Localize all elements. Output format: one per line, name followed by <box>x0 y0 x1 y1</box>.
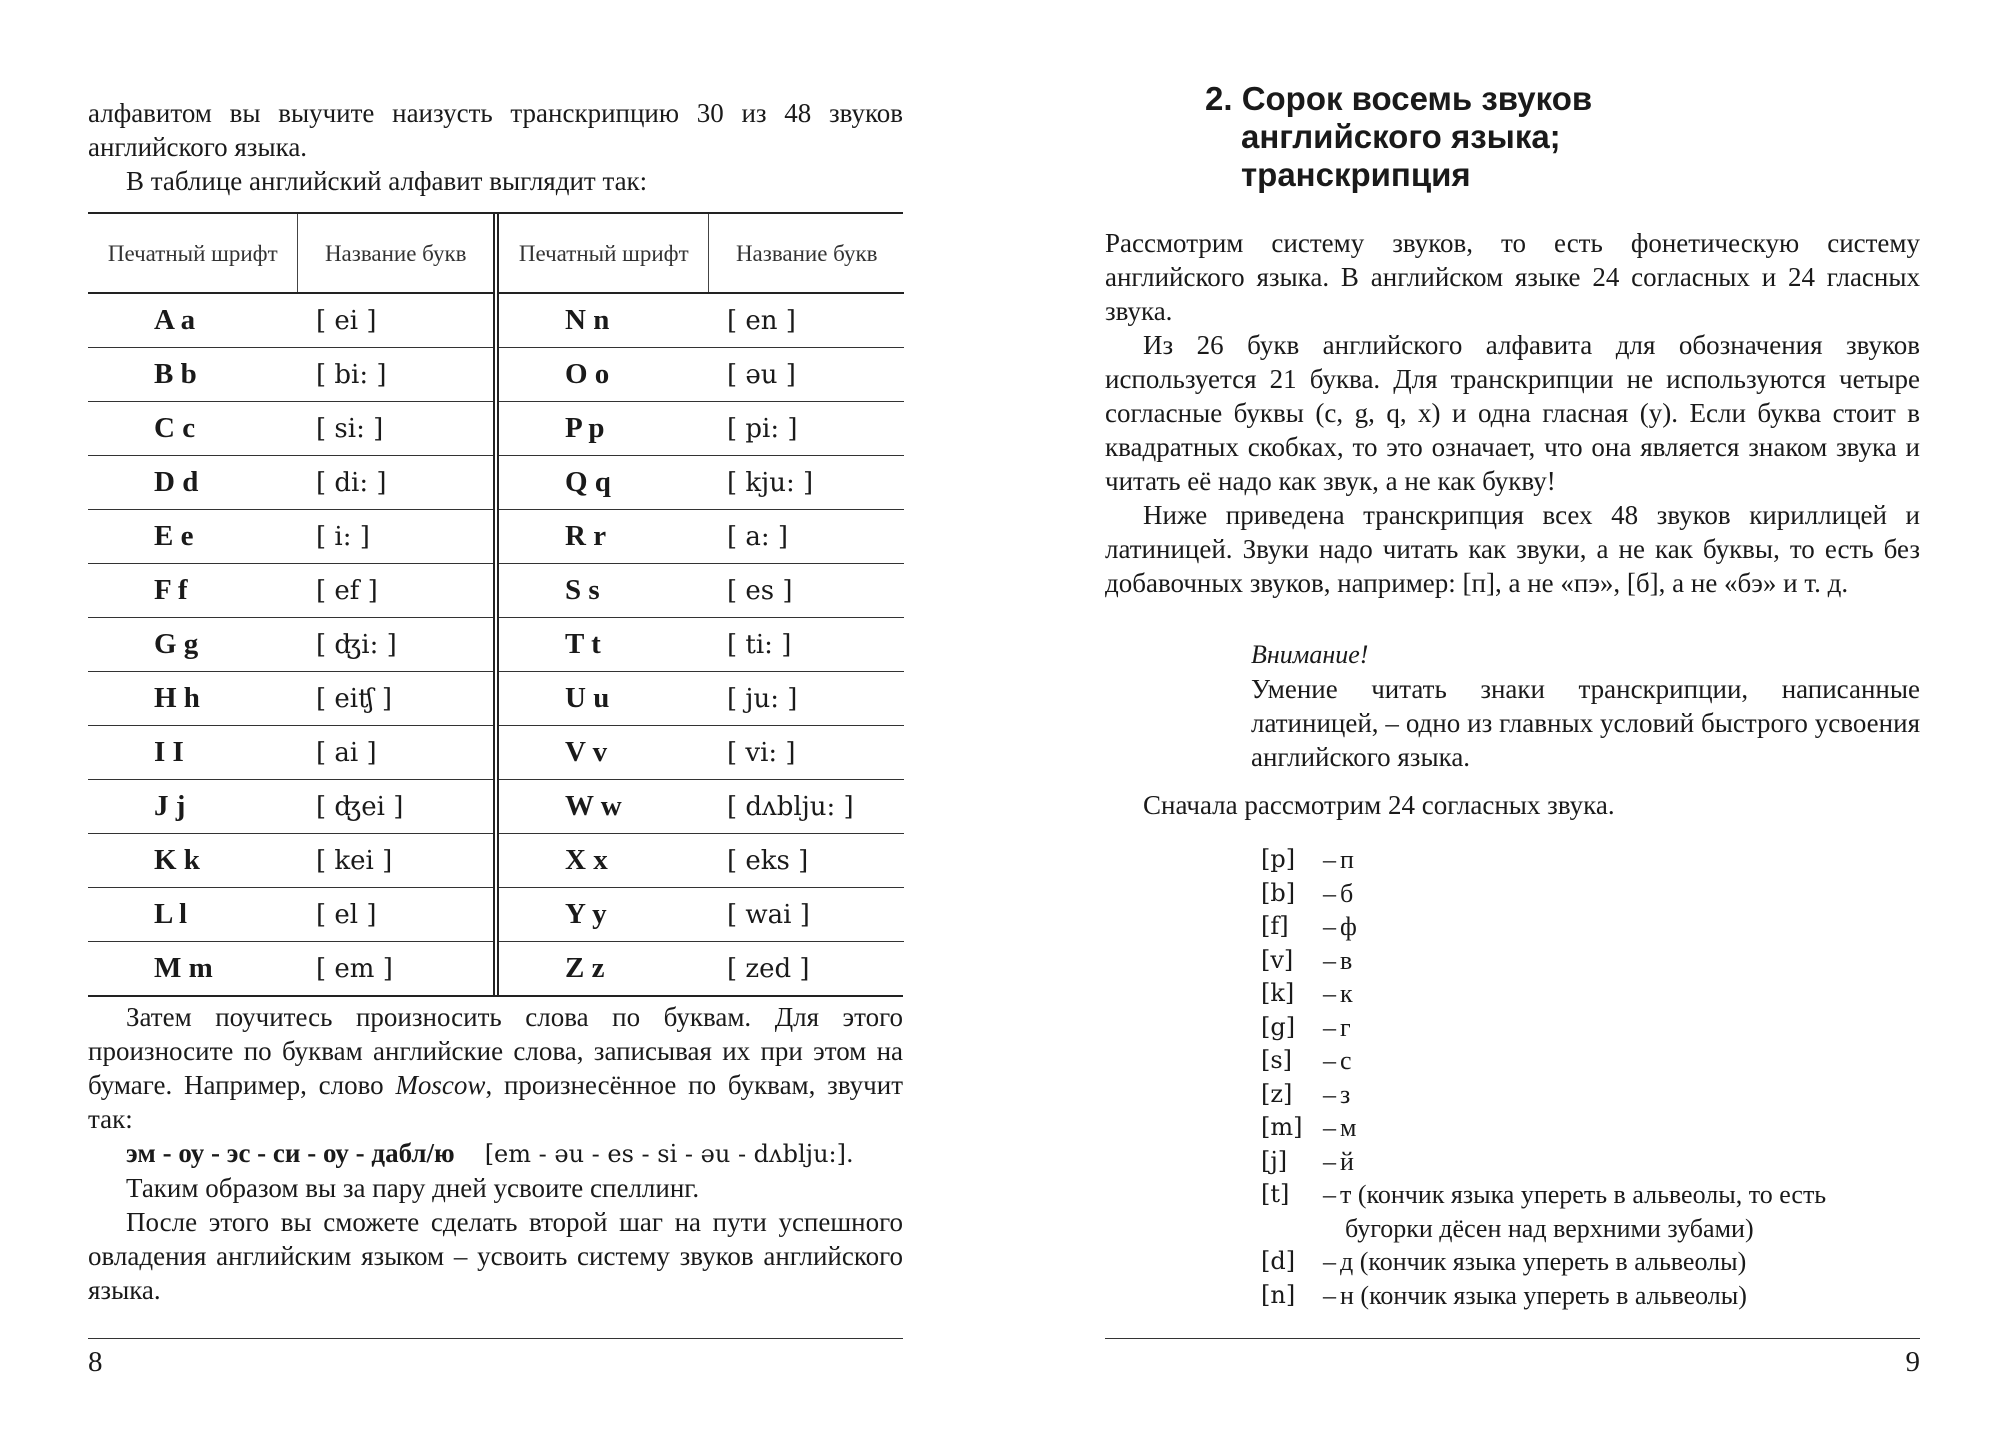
letters-paragraph: Из 26 букв английского алфавита для обозначения звуков используется 21 буква. Для транскрипции не используются четыре согласные буквы (c, g, q, x) и одна гласная (y). Если буква стоит в квадратных скобках, то это означает, что она является знаком звука и читать её надо как звук, а не как букву! <box>1105 330 1920 496</box>
alphabet-table-right-half <box>493 214 904 995</box>
letter-name-cell: [ en ] <box>727 305 796 336</box>
header-printed: Печатный шрифт <box>499 214 709 292</box>
spelling-text-a: Затем поучитесь произносить слова по буквам. Для этого произносите по буквам английские слова, записывая их при этом на бумаге. Например, слово <box>88 1002 903 1100</box>
letter-cell: G g <box>154 628 199 660</box>
table-row <box>499 294 904 347</box>
sound-symbol: [v] <box>1261 945 1294 974</box>
spelling-example <box>88 1136 903 1171</box>
letter-cell: M m <box>154 952 213 984</box>
sound-description-text: б <box>1340 878 1354 908</box>
table-row <box>499 887 904 941</box>
right-intro-text <box>1105 226 1920 600</box>
letter-name-cell: [ kju: ] <box>727 467 814 498</box>
letter-name-cell: [ eks ] <box>727 845 809 876</box>
after-table-text <box>88 1000 903 1307</box>
sound-row <box>1261 910 1921 944</box>
spelling-transcription: [em - əu - es - si - əu - dʌblju:]. <box>484 1140 854 1168</box>
letter-name-cell: [ ju: ] <box>727 683 798 714</box>
sound-description-text: д (кончик языка уперeть в альвеолы) <box>1340 1247 1747 1276</box>
sound-symbol: [k] <box>1261 979 1295 1007</box>
letter-cell: Y y <box>565 898 607 930</box>
letter-name-cell: [ pi: ] <box>727 413 798 444</box>
letter-name-cell: [ vi: ] <box>727 737 796 768</box>
section-heading <box>1205 80 1905 194</box>
sound-row <box>1261 1111 1921 1145</box>
letter-name-cell: [ ʤi: ] <box>316 629 397 660</box>
letter-name-cell: [ ef ] <box>316 575 378 606</box>
sound-description-text: п <box>1340 845 1354 874</box>
letter-cell: I I <box>154 736 184 768</box>
sound-symbol: [m] <box>1261 1113 1303 1141</box>
table-row <box>499 509 904 563</box>
heading-line-1: 2. Сорок восемь звуков <box>1205 80 1593 117</box>
spelling-paragraph <box>88 1000 903 1136</box>
sound-description: – м <box>1323 1113 1357 1142</box>
sound-description: – п <box>1323 845 1354 874</box>
sound-row <box>1261 1279 1921 1313</box>
letter-cell: X x <box>565 844 608 876</box>
letter-name-cell: [ dʌblju: ] <box>727 791 854 822</box>
sound-system-paragraph: Рассмотрим систему звуков, то есть фонетическую систему английского языка. В английском языке 24 согласных и 24 гласных звука. <box>1105 228 1920 326</box>
letter-name-cell: [ zed ] <box>727 953 810 984</box>
table-row <box>88 941 493 995</box>
attention-title: Внимание! <box>1251 640 1369 669</box>
spelling-text-b: , произнесённое по буквам, звучит так: <box>88 1070 904 1134</box>
consonant-list <box>1261 843 1921 1312</box>
letter-cell: H h <box>154 682 200 714</box>
letter-cell: C c <box>154 412 196 444</box>
left-page <box>88 0 903 1434</box>
table-row <box>499 401 904 455</box>
letter-cell: O o <box>565 358 610 390</box>
header-name: Название букв <box>324 240 467 266</box>
consonants-intro: Сначала рассмотрим 24 согласных звука. <box>1143 790 1615 820</box>
sound-description-text: ф <box>1340 912 1357 941</box>
table-row <box>88 617 493 671</box>
letter-name-cell: [ ai ] <box>316 737 377 768</box>
sound-description-continuation: бугорки дёсен над верхними зубами) <box>1345 1213 1754 1243</box>
sound-symbol: [t] <box>1261 1180 1290 1208</box>
header-name: Название букв <box>735 240 878 266</box>
sound-row <box>1261 1145 1921 1179</box>
next-step-paragraph: После этого вы сможете сделать второй шаг на пути успешного овладения английским языком – усвоить систему звуков английского языка. <box>88 1207 903 1305</box>
table-row <box>88 455 493 509</box>
sound-row <box>1261 843 1921 877</box>
footer-rule <box>1105 1338 1920 1339</box>
alphabet-table-left-half <box>88 214 493 995</box>
letter-cell: K k <box>154 844 200 876</box>
sound-description: – ф <box>1323 912 1357 941</box>
sound-symbol: [j] <box>1261 1146 1288 1175</box>
letter-cell: J j <box>154 790 186 822</box>
table-row <box>88 294 493 347</box>
table-row <box>499 347 904 401</box>
letter-name-cell: [ bi: ] <box>316 359 387 390</box>
table-row <box>499 455 904 509</box>
sound-description: – й <box>1323 1146 1354 1176</box>
sound-row <box>1261 1011 1921 1045</box>
right-page <box>1105 0 1920 1434</box>
table-header-row <box>88 214 493 294</box>
sound-description: – т (кончик языка уперeть в альвеолы, то есть бугорки дёсен над верхними зубами) <box>1323 1178 1921 1245</box>
letter-cell: R r <box>565 520 607 552</box>
sound-description-text: г <box>1340 1012 1351 1042</box>
letter-name-cell: [ əu ] <box>727 359 796 390</box>
table-row <box>499 671 904 725</box>
sound-description-text: й <box>1340 1146 1354 1176</box>
table-row <box>499 779 904 833</box>
sound-description-text: с <box>1340 1046 1352 1075</box>
sound-symbol: [f] <box>1261 912 1289 940</box>
table-row <box>499 563 904 617</box>
sound-description: – н (кончик языка уперeть в альвеолы) <box>1323 1280 1747 1310</box>
table-row <box>88 671 493 725</box>
table-row <box>88 509 493 563</box>
letter-cell: L l <box>154 898 188 930</box>
table-row <box>499 725 904 779</box>
sound-row <box>1261 1044 1921 1078</box>
sound-description: – г <box>1323 1012 1351 1042</box>
letter-cell: E e <box>154 520 194 552</box>
letter-cell: Q q <box>565 466 611 498</box>
letter-name-cell: [ el ] <box>316 899 377 930</box>
sound-description-text: т (кончик языка уперeть в альвеолы, то есть <box>1340 1180 1827 1209</box>
transcription-paragraph: Ниже приведена транскрипция всех 48 звуков кириллицей и латиницей. Звуки надо читать как звуки, а не как буквы, то есть без добавочных звуков, например: [п], а не «пэ», [б], а не «бэ» и т. д. <box>1105 500 1920 598</box>
letter-cell: F f <box>154 574 188 606</box>
table-row <box>88 779 493 833</box>
table-row <box>88 401 493 455</box>
page-number: 8 <box>88 1346 103 1378</box>
sound-symbol: [d] <box>1261 1247 1296 1275</box>
sound-row <box>1261 977 1921 1011</box>
intro-text <box>88 96 903 198</box>
sound-symbol: [n] <box>1261 1280 1296 1309</box>
table-row <box>88 347 493 401</box>
intro-paragraph: алфавитом вы выучите наизусть транскрипцию 30 из 48 звуков английского языка. <box>88 98 903 162</box>
letter-name-cell: [ ei ] <box>316 305 377 336</box>
sound-row <box>1261 877 1921 911</box>
sound-symbol: [g] <box>1261 1012 1296 1041</box>
table-row <box>88 833 493 887</box>
letter-name-cell: [ a: ] <box>727 521 789 552</box>
table-intro-paragraph: В таблице английский алфавит выглядит так: <box>126 166 648 196</box>
letter-name-cell: [ si: ] <box>316 413 384 444</box>
sound-description: – д (кончик языка уперeть в альвеолы) <box>1323 1247 1747 1276</box>
sound-description-text: в <box>1340 945 1353 975</box>
sound-description-text: к <box>1340 979 1353 1008</box>
sound-description: – к <box>1323 979 1353 1008</box>
sound-description: – в <box>1323 945 1353 975</box>
letter-cell: Z z <box>565 952 605 984</box>
example-word: Moscow <box>395 1070 486 1100</box>
table-row <box>499 833 904 887</box>
sound-row <box>1261 1078 1921 1112</box>
sound-row <box>1261 1245 1921 1279</box>
letter-name-cell: [ kei ] <box>316 845 393 876</box>
sound-description-text: н (кончик языка уперeть в альвеолы) <box>1340 1280 1747 1310</box>
heading-line-3: транскрипция <box>1241 156 1471 193</box>
sound-description: – с <box>1323 1046 1352 1075</box>
header-printed: Печатный шрифт <box>88 214 298 292</box>
letter-cell: D d <box>154 466 199 498</box>
attention-text: Умение читать знаки транскрипции, написанные латиницей, – одно из главных условий быстрого усвоения английского языка. <box>1251 674 1920 772</box>
sound-description-text: з <box>1340 1079 1351 1109</box>
letter-cell: U u <box>565 682 610 714</box>
sound-row <box>1261 944 1921 978</box>
table-row <box>499 617 904 671</box>
spelling-result-paragraph: Таким образом вы за пару дней усвоите спеллинг. <box>126 1173 700 1203</box>
letter-cell: N n <box>565 304 610 336</box>
sound-symbol: [s] <box>1261 1046 1293 1074</box>
sound-description: – б <box>1323 878 1354 908</box>
letter-name-cell: [ eiʧ ] <box>316 683 393 714</box>
table-row <box>88 563 493 617</box>
alphabet-table <box>88 212 903 997</box>
spelling-russian: эм - оу - эс - си - оу - дабл/ю <box>126 1138 455 1168</box>
letter-cell: S s <box>565 574 600 606</box>
letter-name-cell: [ es ] <box>727 575 793 606</box>
sound-symbol: [b] <box>1261 878 1296 907</box>
table-row <box>88 887 493 941</box>
table-header-row <box>499 214 904 294</box>
page-number: 9 <box>1905 1346 1920 1378</box>
letter-cell: P p <box>565 412 605 444</box>
letter-name-cell: [ ʤei ] <box>316 791 404 822</box>
heading-line-2: английского языка; <box>1241 118 1561 155</box>
sound-symbol: [z] <box>1261 1079 1293 1108</box>
letter-name-cell: [ di: ] <box>316 467 387 498</box>
sound-symbol: [p] <box>1261 845 1296 873</box>
letter-cell: W w <box>565 790 622 822</box>
letter-cell: A a <box>154 304 196 336</box>
letter-name-cell: [ ti: ] <box>727 629 792 660</box>
table-row <box>499 941 904 995</box>
letter-cell: V v <box>565 736 608 768</box>
sound-description: – з <box>1323 1079 1351 1109</box>
letter-name-cell: [ em ] <box>316 953 393 984</box>
attention-note <box>1251 638 1920 774</box>
table-row <box>88 725 493 779</box>
footer-rule <box>88 1338 903 1339</box>
sound-description-text: м <box>1340 1113 1357 1142</box>
sound-row <box>1261 1178 1921 1245</box>
letter-cell: T t <box>565 628 601 660</box>
letter-name-cell: [ wai ] <box>727 899 810 930</box>
letter-cell: B b <box>154 358 197 390</box>
letter-name-cell: [ i: ] <box>316 521 370 552</box>
